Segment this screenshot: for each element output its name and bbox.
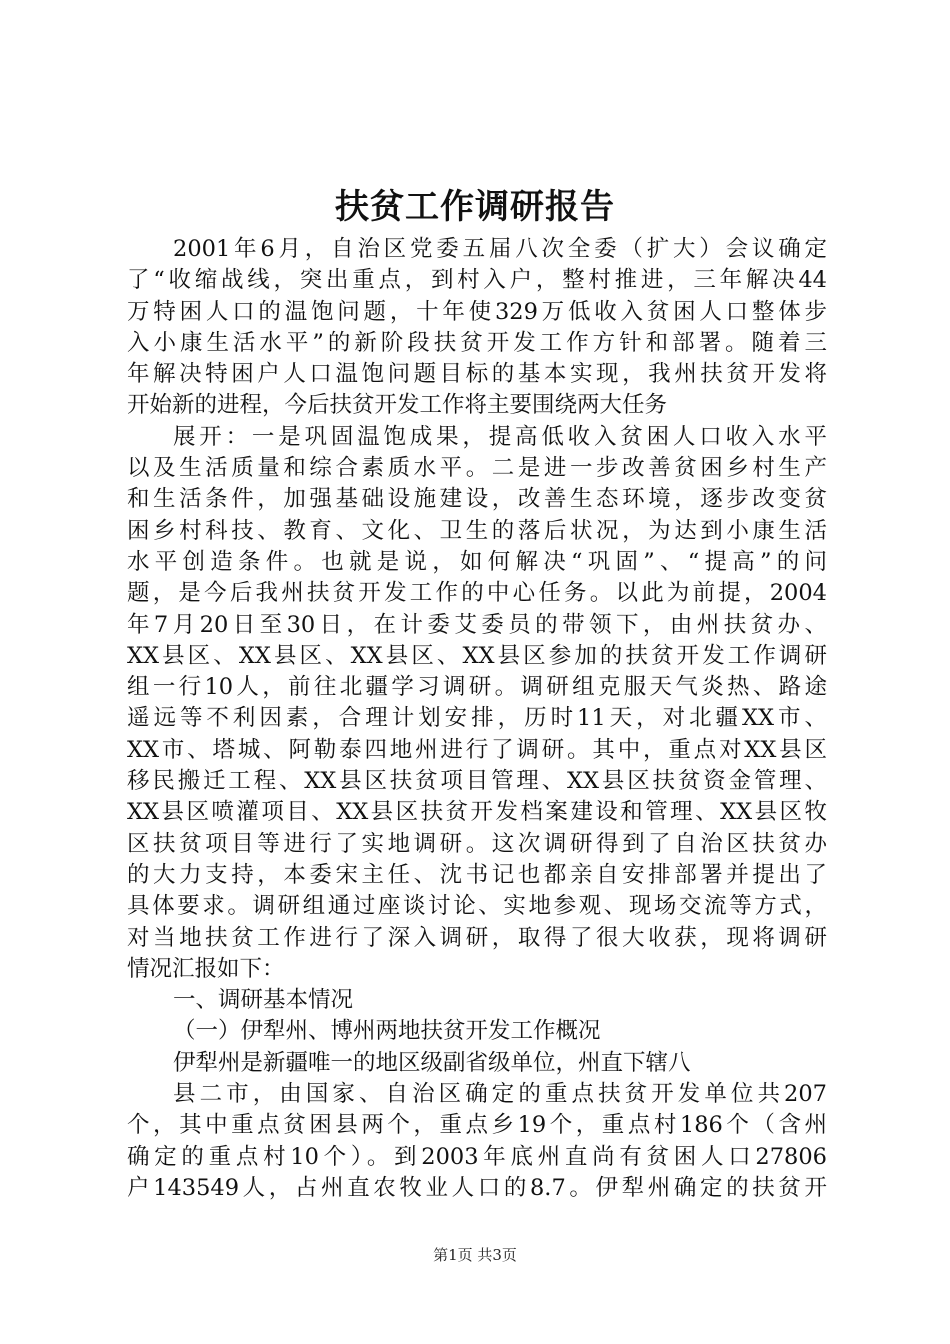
section-heading: 一、调研基本情况 — [173, 987, 354, 1014]
text-line: XX市、塔城、阿勒泰四地州进行了调研。其中，重点对XX县区 — [127, 736, 827, 763]
text-line: 遥远等不利因素，合理计划安排，历时11天，对北疆XX市、 — [127, 705, 827, 732]
text-line: 移民搬迁工程、XX县区扶贫项目管理、XX县区扶贫资金管理、 — [127, 768, 827, 795]
text-line: 户143549人，占州直农牧业人口的8.7。伊犁州确定的扶贫开 — [127, 1174, 827, 1201]
text-line: 开始新的进程，今后扶贫开发工作将主要围绕两大任务 — [127, 392, 668, 419]
text-line: 伊犁州是新疆唯一的地区级副省级单位，州直下辖八 — [173, 1049, 691, 1076]
text-line: XX县区、XX县区、XX县区、XX县区参加的扶贫开发工作调研 — [127, 642, 827, 669]
text-line: 对当地扶贫工作进行了深入调研，取得了很大收获，现将调研 — [127, 924, 827, 951]
text-line: 县二市，由国家、自治区确定的重点扶贫开发单位共207 — [173, 1081, 827, 1108]
text-line: 情况汇报如下： — [127, 955, 285, 982]
subsection-heading: （一）伊犁州、博州两地扶贫开发工作概况 — [173, 1018, 601, 1045]
text-line: 展开：一是巩固温饱成果，提高低收入贫困人口收入水平 — [173, 423, 827, 450]
text-line: 困乡村科技、教育、文化、卫生的落后状况，为达到小康生活 — [127, 517, 827, 544]
text-line: 了“收缩战线，突出重点，到村入户，整村推进，三年解决44 — [127, 267, 827, 294]
text-line: 2001年6月，自治区党委五届八次全委（扩大）会议确定 — [173, 236, 827, 262]
text-line: XX县区喷灌项目、XX县区扶贫开发档案建设和管理、XX县区牧 — [127, 799, 827, 826]
text-line: 入小康生活水平”的新阶段扶贫开发工作方针和部署。随着三 — [127, 329, 827, 356]
text-line: 题，是今后我州扶贫开发工作的中心任务。以此为前提，2004 — [127, 580, 827, 607]
document-body — [127, 234, 827, 1204]
text-line: 万特困人口的温饱问题，十年使329万低收入贫困人口整体步 — [127, 298, 827, 325]
text-line: 和生活条件，加强基础设施建设，改善生态环境，逐步改变贫 — [127, 486, 827, 513]
text-line: 区扶贫项目等进行了实地调研。这次调研得到了自治区扶贫办 — [127, 830, 827, 857]
document-title: 扶贫工作调研报告 — [335, 187, 615, 227]
text-line: 以及生活质量和综合素质水平。二是进一步改善贫困乡村生产 — [127, 455, 827, 482]
text-line: 具体要求。调研组通过座谈讨论、实地参观、现场交流等方式， — [127, 893, 827, 920]
text-line: 的大力支持，本委宋主任、沈书记也都亲自安排部署并提出了 — [127, 861, 827, 888]
text-line: 确定的重点村10个）。到2003年底州直尚有贫困人口27806 — [127, 1143, 827, 1170]
text-line: 年解决特困户人口温饱问题目标的基本实现，我州扶贫开发将 — [127, 361, 827, 388]
text-line: 水平创造条件。也就是说，如何解决“巩固”、“提高”的问 — [127, 548, 827, 575]
text-line: 组一行10人，前往北疆学习调研。调研组克服天气炎热、路途 — [127, 674, 827, 701]
page-footer: 第1页 共3页 — [433, 1246, 517, 1264]
text-line: 个，其中重点贫困县两个，重点乡19个，重点村186个（含州 — [127, 1112, 827, 1139]
text-line: 年7月20日至30日，在计委艾委员的带领下，由州扶贫办、 — [127, 611, 827, 638]
